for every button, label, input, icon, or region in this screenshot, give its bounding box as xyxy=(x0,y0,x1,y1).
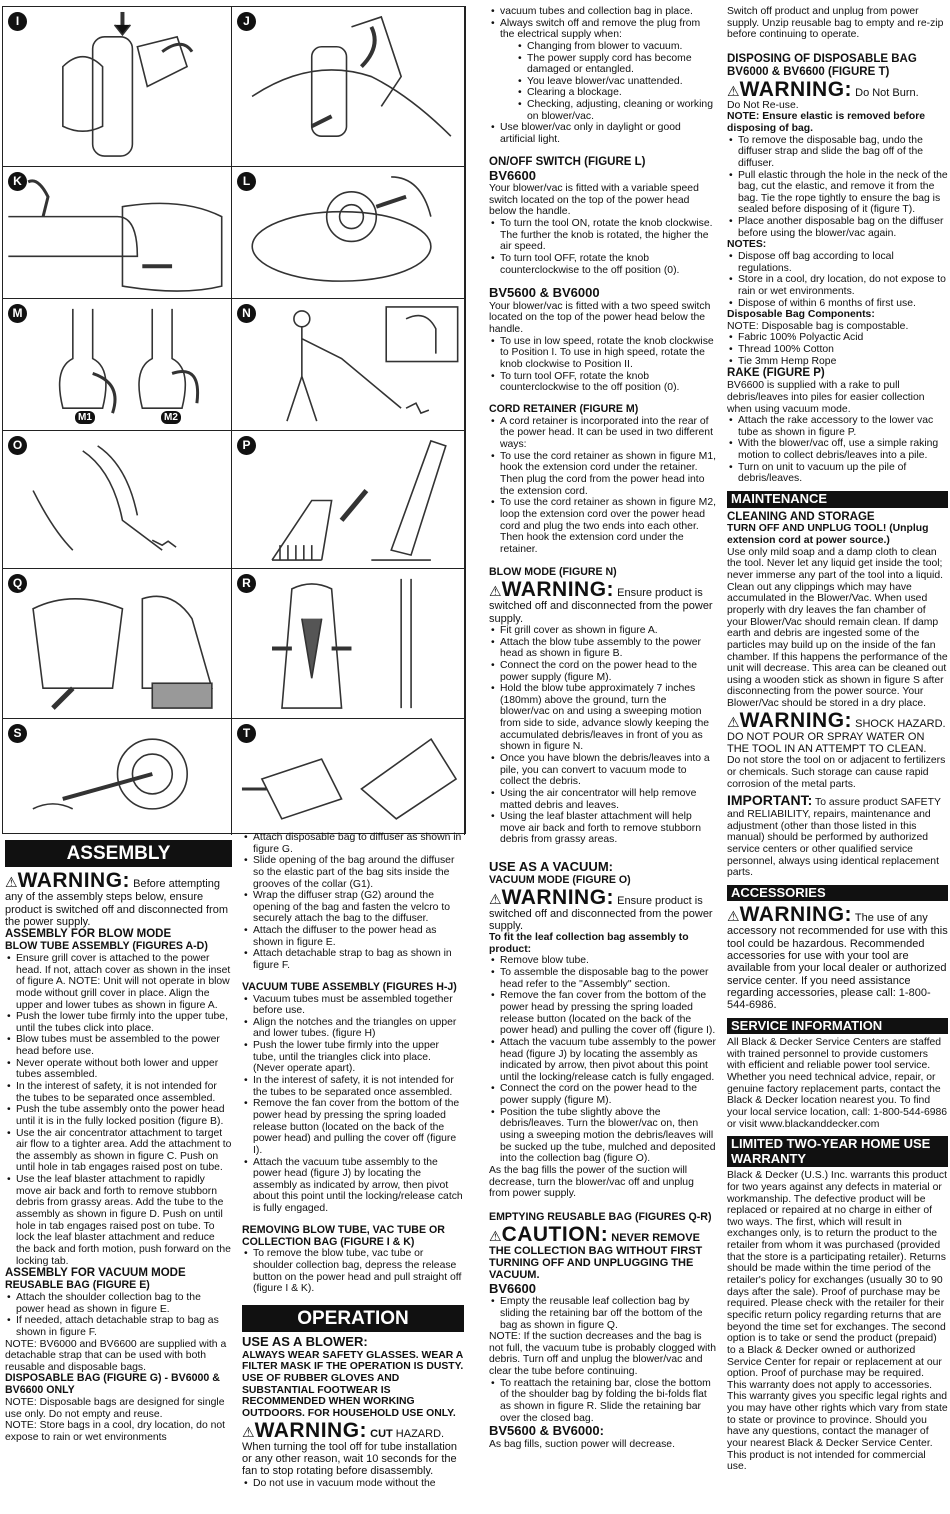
list-item: • Thread 100% Cotton xyxy=(727,344,948,356)
warning-lead: SHOCK xyxy=(855,717,895,730)
warning-word: WARNING: xyxy=(739,903,853,927)
warning-text: Before attempting any of the assembly steps below, ensure product is switched off and disconnected from the power supply. xyxy=(5,878,228,928)
vacuum-mode-warning xyxy=(489,887,717,933)
caution-word: CAUTION: xyxy=(501,1222,609,1246)
warning-word: WARNING: xyxy=(254,1418,368,1442)
list-item: • Align the notches and the triangles on upper and lower tubes. (figure H) xyxy=(242,1017,464,1040)
maintenance-title: MAINTENANCE xyxy=(727,491,948,508)
dispose-note: NOTE: Ensure elastic is removed before disposing of bag. xyxy=(727,111,926,134)
figure-Q-illustration xyxy=(3,569,231,718)
switch-off-sublist xyxy=(489,41,717,122)
figure-R-label: R xyxy=(237,574,256,593)
warning-text: Ensure product is switched off and disconnected from the power supply. xyxy=(489,587,713,625)
notes-list xyxy=(727,251,948,309)
figure-R xyxy=(232,569,465,719)
warning-icon: ⚠ xyxy=(489,583,502,600)
list-item: • Fit grill cover as shown in figure A. xyxy=(489,625,717,637)
list-item: • Remove the fan cover from the bottom of the power head by pressing the spring loaded release button (located on the back of the power head) and pulling the cover off (figure I). xyxy=(489,990,717,1037)
list-item: • Hold the blow tube approximately 7 inches (180mm) above the ground, turn the blower/vac on and using a sweeping motion from side to side, advance slowly keeping the accumulated debris/leaves in front of you as shown in figure N. xyxy=(489,683,717,753)
warning-icon: ⚠ xyxy=(5,874,18,891)
figure-grid xyxy=(2,6,466,834)
list-item: • To remove the disposable bag, undo the diffuser strap and slide the bag off of the diffuser. xyxy=(727,135,948,170)
warranty-text: Black & Decker (U.S.) Inc. warrants this product for two years against any defects in material or workmanship. The defective product will be replaced or repaired at no charge in either of two ways. The first, which will result in exchanges only, is to return the product to the retailer from whom it was purchased (provided that the store is a participating retailer). Returns should be made within the time period of the retailer's policy for exchanges (usually 30 to 90 days after the sale). Proof of purchase may be required. Please check with the retailer for their specific return policy regarding returns that are beyond the time set for exchanges. The second option is to take or send the product (prepaid) to a Black & Decker owned or authorized Service Center for repair or replacement at our option. Proof of purchase may be required. xyxy=(727,1170,948,1380)
warning-text: The use of any accessory not recommended for use with this tool could be hazardous. Recommended accessories for use with your tool are available from your local dealer or authorized service center. If you need assistance regarding accessories, please call: 1-800-544-6986. xyxy=(727,912,948,1012)
list-item: • Place another disposable bag on the diffuser before using the blower/vac again. xyxy=(727,216,948,239)
emptying-heading: EMPTYING REUSABLE BAG (FIGURES Q-R) xyxy=(489,1210,712,1223)
removing-heading: REMOVING BLOW TUBE, VAC TUBE OR COLLECTION BAG (FIGURE I & K) xyxy=(242,1223,445,1248)
figure-J xyxy=(232,7,465,167)
components-heading: Disposable Bag Components: xyxy=(727,309,875,321)
list-item: • Do not use in vacuum mode without the xyxy=(242,1478,464,1490)
list-item: • vacuum tubes and collection bag in place. xyxy=(489,6,717,18)
list-item: • The power supply cord has become damaged or entangled. xyxy=(489,53,717,76)
list-item: • In the interest of safety, it is not intended for the tubes to be separated once assembled. xyxy=(242,1075,464,1098)
figure-P-label: P xyxy=(237,436,256,455)
use-blower-caps: ALWAYS WEAR SAFETY GLASSES. WEAR A FILTER MASK IF THE OPERATION IS DUSTY. USE OF RUBBER GLOVES AND SUBSTANTIAL FOOTWEAR IS RECOMMENDED WHEN WORKING OUTDOORS. FOR HOUSEHOLD USE ONLY. xyxy=(242,1349,464,1420)
blow-tube-heading: BLOW TUBE ASSEMBLY (FIGURES A-D) xyxy=(5,940,208,953)
list-item: • Blow tubes must be assembled to the power head before use. xyxy=(5,1034,232,1057)
list-item: • Remove the fan cover from the bottom of the power head by pressing the spring loaded release button (located on the back of the power head) and pulling the cover off (figure I). xyxy=(242,1098,464,1156)
list-item: • Remove blow tube. xyxy=(489,955,717,967)
list-item: • To reattach the retaining bar, close the bottom of the shoulder bag by folding the bi-folds flat as shown in figure R. Slide the retaining bar over the closed bag. xyxy=(489,1378,717,1425)
switch-off-list xyxy=(489,6,717,41)
vacuum-mode-heading: ASSEMBLY FOR VACUUM MODE xyxy=(5,1267,186,1280)
accessories-warning xyxy=(727,904,948,1011)
list-item: • Attach the blow tube assembly to the power head as shown in figure B. xyxy=(489,637,717,660)
important-word: IMPORTANT: xyxy=(727,792,813,809)
bv6600-list xyxy=(489,218,717,276)
figure-P xyxy=(232,431,465,569)
vacuum-mode-heading: VACUUM MODE (FIGURE O) xyxy=(489,873,631,886)
list-item: • To turn the tool ON, rotate the knob clockwise. The further the knob is rotated, the higher the air speed. xyxy=(489,218,717,253)
dispose-text: Do Not Re-use. xyxy=(727,99,799,111)
cord-retainer-list xyxy=(489,416,717,556)
disposable-heading: DISPOSABLE BAG (FIGURE G) - BV6000 & BV6600 ONLY xyxy=(5,1372,220,1397)
figure-M1-label: M1 xyxy=(75,411,95,424)
onoff-heading: ON/OFF SWITCH (FIGURE L) xyxy=(489,155,646,168)
warning-icon: ⚠ xyxy=(727,82,740,99)
emptying-note: NOTE: If the suction decreases and the bag is not full, the vacuum tube is probably clogged with debris. Turn off and unplug the blower/vac and clear the tube before continuing. xyxy=(489,1331,716,1378)
bv5600-empty-text: As bag fills, suction power will decrease. xyxy=(489,1438,675,1450)
rake-text: BV6600 is supplied with a rake to pull debris/leaves into piles for easier collection when using vacuum mode. xyxy=(727,380,925,415)
caution-warning xyxy=(489,1224,717,1282)
list-item: • A cord retainer is incorporated into the rear of the power head. It can be used in two different ways: xyxy=(489,416,717,451)
warning-icon: ⚠ xyxy=(727,908,740,925)
operation-title: OPERATION xyxy=(242,1305,464,1332)
caution-text: NEVER REMOVE THE COLLECTION BAG WITHOUT FIRST TURNING OFF AND UNPLUGGING THE VACUUM. xyxy=(489,1231,703,1282)
figure-M-label: M xyxy=(8,304,27,323)
assembly-column xyxy=(5,836,232,1444)
figure-S-label: S xyxy=(8,724,27,743)
figure-K xyxy=(3,167,232,299)
warning-word: WARNING: xyxy=(501,885,615,909)
figure-T-label: T xyxy=(237,724,256,743)
disposable-note-1: NOTE: Disposable bags are designed for single use only. Do not empty and reuse. xyxy=(5,1397,225,1420)
list-item: • Tie 3mm Hemp Rope xyxy=(727,356,948,368)
bv6600-empty-heading: BV6600 xyxy=(489,1280,536,1296)
list-item: • Once you have blown the debris/leaves into a pile, you can convert to vacuum mode to collect the debris. xyxy=(489,753,717,788)
list-item: • In the interest of safety, it is not intended for the tubes to be separated once assembled. xyxy=(5,1081,232,1104)
list-item: • Connect the cord on the power head to the power supply (figure M). xyxy=(489,660,717,683)
list-item: • Ensure grill cover is attached to the power head. If not, attach cover as shown in the inset of figure A. NOTE: Unit will not operate in blow mode without grill cover in place. Align the upper and lower tubes as shown in figure A. xyxy=(5,953,232,1011)
disposing-heading: DISPOSING OF DISPOSABLE BAG BV6000 & BV6600 (FIGURE T) xyxy=(727,52,917,78)
figure-Q xyxy=(3,569,232,719)
figure-I-illustration xyxy=(3,7,231,166)
figure-N-illustration xyxy=(232,299,464,430)
list-item: • Dispose of within 6 months of first use. xyxy=(727,298,948,310)
figure-I-label: I xyxy=(8,12,27,31)
cord-retainer-heading: CORD RETAINER (FIGURE M) xyxy=(489,402,639,415)
components-note: NOTE: Disposable bag is compostable. xyxy=(727,320,909,332)
figure-O-label: O xyxy=(8,436,27,455)
figure-J-illustration xyxy=(232,7,464,166)
list-item: • To turn tool OFF, rotate the knob counterclockwise to the off position (0). xyxy=(489,371,717,394)
figure-P-illustration xyxy=(232,431,464,568)
list-item: • Attach the vacuum tube assembly to the power head (figure J) by locating the assembly as indicated by arrow, then pivot about this point until the locking/release catch is fully engaged. xyxy=(489,1037,717,1084)
list-item: • With the blower/vac off, use a simple raking motion to collect debris/leaves into a pile. xyxy=(727,438,948,461)
removing-list xyxy=(242,1248,464,1295)
store-text: Do not store the tool on or adjacent to fertilizers or chemicals. Such storage can cause rapid corrosion of the metal parts. xyxy=(727,755,946,790)
list-item: • Clearing a blockage. xyxy=(489,87,717,99)
blow-tube-list xyxy=(5,953,232,1267)
list-item: • To assemble the disposable bag to the power head refer to the "Assembly" section. xyxy=(489,967,717,990)
list-item: • Push the lower tube firmly into the upper tube, until the tubes click into place. xyxy=(5,1011,232,1034)
figure-L-label: L xyxy=(237,172,256,191)
list-item: • To use the cord retainer as shown in figure M2, loop the extension cord over the power head cord and plug the two ends into each other. Then hook the extension cord under the retainer. xyxy=(489,497,717,555)
dispose-list xyxy=(727,135,948,240)
figure-T-illustration xyxy=(232,719,464,835)
figure-K-label: K xyxy=(8,172,27,191)
list-item: • Empty the reusable leaf collection bag by sliding the retaining bar off the bottom of the bag as shown in figure Q. xyxy=(489,1296,717,1331)
figure-R-illustration xyxy=(232,569,464,718)
figure-N xyxy=(232,299,465,431)
warning-icon: ⚠ xyxy=(242,1423,255,1440)
list-item: • Using the leaf blaster attachment will help move air back and forth to remove stubborn debris from grassy areas. xyxy=(489,811,717,846)
list-item: • Attach disposable bag to diffuser as shown in figure G. xyxy=(242,832,464,855)
blow-mode-warning xyxy=(489,579,717,625)
important-paragraph xyxy=(727,793,948,879)
figure-N-label: N xyxy=(237,304,256,323)
vacuum-list xyxy=(489,955,717,1165)
warning-word: WARNING: xyxy=(501,578,615,602)
rake-list xyxy=(727,415,948,485)
list-item: • Attach detachable strap to bag as shown in figure F. xyxy=(242,948,464,971)
list-item: • To use in low speed, rotate the knob clockwise to Position I. To use in high speed, rotate the knob clockwise to Position II. xyxy=(489,336,717,371)
vacuum-paragraph: As the bag fills the power of the suction will decrease, turn the blower/vac off and unplug from power supply. xyxy=(489,1164,694,1200)
cut-warning xyxy=(242,1420,464,1478)
warning-text: HAZARD. DO NOT POUR OR SPRAY WATER ON THE TOOL IN AN ATTEMPT TO CLEAN. xyxy=(727,717,946,756)
warning-word: WARNING: xyxy=(17,869,131,893)
list-item: • You leave blower/vac unattended. xyxy=(489,76,717,88)
list-item: • To use the cord retainer as shown in figure M1, hook the extension cord under the retainer. Then plug the cord from the power head into the extension cord. xyxy=(489,451,717,498)
list-item: • Position the tube slightly above the debris/leaves. Turn the blower/vac on, then using a sweeping motion the debris/leaves will be sucked up the tube, mulched and deposited into the collection bag (figure O). xyxy=(489,1107,717,1165)
list-item: • Use blower/vac only in daylight or good artificial light. xyxy=(489,122,717,145)
figure-L-illustration xyxy=(232,167,464,298)
list-item: • Push the lower tube firmly into the upper tube, until the triangles click into place. (Never operate apart). xyxy=(242,1040,464,1075)
list-item: • Vacuum tubes must be assembled together before use. xyxy=(242,994,464,1017)
list-item: • Attach the shoulder collection bag to the power head as shown in figure E. xyxy=(5,1292,232,1315)
vac-tube-heading: VACUUM TUBE ASSEMBLY (FIGURES H-J) xyxy=(242,980,457,993)
blow-mode-heading: BLOW MODE (FIGURE N) xyxy=(489,566,617,579)
figure-I xyxy=(3,7,232,167)
list-item: • Attach the rake accessory to the lower vac tube as shown in figure P. xyxy=(727,415,948,438)
warning-icon: ⚠ xyxy=(727,713,740,730)
list-item: • Changing from blower to vacuum. xyxy=(489,41,717,53)
operation-column xyxy=(242,832,464,1489)
blow-mode-heading: ASSEMBLY FOR BLOW MODE xyxy=(5,928,172,941)
dispose-warning xyxy=(727,79,948,100)
warranty-text-2: This warranty does not apply to accessories. This warranty gives you specific legal rights and you may have other rights which vary from state to state or province to province. Should you have any questions, contact the manager of your nearest Black & Decker Service Center. This product is not intended for commercial use. xyxy=(727,1379,948,1473)
assembly-warning xyxy=(5,870,232,928)
bv6600-heading: BV6600 xyxy=(489,167,536,183)
disposable-note-2: NOTE: Store bags in a cool, dry location, do not expose to rain or wet environments xyxy=(5,1420,226,1444)
service-text: All Black & Decker Service Centers are staffed with trained personnel to provide customers with efficient and reliable power tool service. Whether you need technical advice, repair, or genuine factory replacement parts, contact the Black & Decker location nearest you. To find your local service location, call: 1-800-544-6986 or visit www.blackanddecker.com xyxy=(727,1037,948,1130)
list-item: • Connect the cord on the power head to the power supply (figure M). xyxy=(489,1083,717,1106)
blow-mode-list xyxy=(489,625,717,846)
figure-M xyxy=(3,299,232,431)
figure-J-label: J xyxy=(237,12,256,31)
bv5600-list xyxy=(489,336,717,394)
warning-word: WARNING: xyxy=(739,708,853,732)
list-item: • Push the tube assembly onto the power head until it is in the fully locked position (figure B). xyxy=(5,1104,232,1127)
use-blower-heading: USE AS A BLOWER: xyxy=(242,1334,368,1350)
warning-lead: CUT xyxy=(370,1427,393,1440)
list-item: • Use the air concentrator attachment to target air flow to a tighter area. Add the attachment to the assembly as shown in figure C. Push on until hole in tab engages raised post on tube. xyxy=(5,1128,232,1175)
emptying-list xyxy=(489,1296,717,1331)
list-item: • Pull elastic through the hole in the neck of the bag, cut the elastic, and remove it from the bag. Tie the rope tightly to ensure the bag is sealed before disposing of it (figure T). xyxy=(727,170,948,217)
list-item: • Fabric 100% Polyactic Acid xyxy=(727,332,948,344)
service-title: SERVICE INFORMATION xyxy=(727,1018,948,1035)
list-item: • Using the air concentrator will help remove matted debris and leaves. xyxy=(489,788,717,811)
top-text: Switch off product and unplug from power supply. Unzip reusable bag to empty and re-zip before continuing to operate. xyxy=(727,6,944,41)
list-item: • Checking, adjusting, cleaning or working on blower/vac. xyxy=(489,99,717,122)
components-list xyxy=(727,332,948,367)
warning-text: Do Not Burn. xyxy=(855,86,919,99)
daylight-list xyxy=(489,122,717,145)
list-item: • Never operate without both lower and upper tubes assembled. xyxy=(5,1058,232,1081)
figure-Q-label: Q xyxy=(8,574,27,593)
operation-continued-column xyxy=(489,6,717,1450)
list-item: • Attach the vacuum tube assembly to the power head (figure J) by locating the assembly as indicated by arrow, then pivot about this point until the locking/release catch is fully engaged. xyxy=(242,1157,464,1215)
caution-icon: ⚠ xyxy=(489,1227,502,1244)
fit-bag-heading: To fit the leaf collection bag assembly to product: xyxy=(489,932,689,955)
bv5600-heading: BV5600 & BV6000 xyxy=(489,285,600,301)
list-item: • Always switch off and remove the plug from the electrical supply when: xyxy=(489,18,717,41)
bv5600-empty-heading: BV5600 & BV6000: xyxy=(489,1423,604,1439)
emptying-list-2 xyxy=(489,1378,717,1425)
figure-T xyxy=(232,719,465,835)
warning-text: HAZARD. When turning the tool off for tube installation or any other reason, wait 10 seconds for the fan to stop rotating before disassembly. xyxy=(242,1427,458,1478)
list-item: • Dispose off bag according to local regulations. xyxy=(727,251,948,274)
rake-heading: RAKE (FIGURE P) xyxy=(727,367,825,380)
maintenance-column xyxy=(727,6,948,1473)
cleaning-bold: TURN OFF AND UNPLUG TOOL! (Unplug extension cord at power source.) xyxy=(727,523,929,547)
list-item: • To turn tool OFF, rotate the knob counterclockwise to the off position (0). xyxy=(489,253,717,276)
bv5600-text: Your blower/vac is fitted with a two speed switch located on the top of the power head below the handle. xyxy=(489,300,711,336)
use-vacuum-heading: USE AS A VACUUM: xyxy=(489,859,613,875)
list-item: • If needed, attach detachable strap to bag as shown in figure F. xyxy=(5,1315,232,1338)
notes-heading: NOTES: xyxy=(727,239,767,251)
figure-K-illustration xyxy=(3,167,231,298)
list-item: • To remove the blow tube, vac tube or shoulder collection bag, depress the release button on the power head and pull straight off (figure I & K). xyxy=(242,1248,464,1295)
accessories-title: ACCESSORIES xyxy=(727,885,948,902)
figure-M-illustration xyxy=(3,299,231,430)
list-item: • Store in a cool, dry location, do not expose to rain or wet environments. xyxy=(727,274,948,297)
warning-text: Ensure product is switched off and disconnected from the power supply. xyxy=(489,894,713,932)
disposable-list xyxy=(242,832,464,972)
reusable-bag-list xyxy=(5,1292,232,1339)
warning-word: WARNING: xyxy=(739,77,853,101)
warning-icon: ⚠ xyxy=(489,890,502,907)
figure-M2-label: M2 xyxy=(161,411,181,424)
list-item: • Use the leaf blaster attachment to rapidly move air back and forth to remove stubborn debris from grassy areas. Add the tube to the assembly as shown in figure D. Push on until hole in tab engages raised post on tube. To lock the leaf blaster attachment and reduce the back and forth motion, push forward on the locking tab. xyxy=(5,1174,232,1267)
bv6600-text: Your blower/vac is fitted with a variable speed switch located on the top of the power head below the handle. xyxy=(489,183,699,218)
list-item: • Turn on unit to vacuum up the pile of debris/leaves. xyxy=(727,462,948,485)
figure-S-illustration xyxy=(3,719,231,835)
figure-L xyxy=(232,167,465,299)
cleaning-text: Use only mild soap and a damp cloth to clean the tool. Never let any liquid get inside the tool; never immerse any part of the tool into a liquid. Clean out any clippings which may have accumulated in the Blower/Vac. When used properly with dry leaves the fan chamber of your Blower/Vac should remain clean. If damp earth and debris are ingested some of the particles may build up on the inside of the fan chamber. If this happens the performance of the unit will decrease. This area can be cleaned out using a wooden stick as shown in figure S after disconnecting from the power source. Your Blower/Vac should be stored in a dry place. xyxy=(727,546,948,710)
blower-list xyxy=(242,1478,464,1490)
cleaning-heading: CLEANING AND STORAGE xyxy=(727,510,875,523)
warranty-title: LIMITED TWO-YEAR HOME USE WARRANTY xyxy=(727,1136,948,1167)
vac-tube-list xyxy=(242,994,464,1215)
reusable-bag-heading: REUSABLE BAG (FIGURE E) xyxy=(5,1279,150,1292)
figure-O xyxy=(3,431,232,569)
list-item: • Slide opening of the bag around the diffuser so the elastic part of the bag sits inside the grooves of the collar (G1). xyxy=(242,855,464,890)
shock-warning xyxy=(727,710,948,756)
list-item: • Wrap the diffuser strap (G2) around the opening of the bag and fasten the velcro to securely attach the bag to the diffuser. xyxy=(242,890,464,925)
list-item: • Attach the diffuser to the power head as shown in figure E. xyxy=(242,925,464,948)
important-text: To assure product SAFETY and RELIABILITY, repairs, maintenance and adjustment (other than those listed in this manual) should be performed by authorized service centers or other qualified service personnel, always using identical replacement parts. xyxy=(727,797,941,879)
reusable-note: NOTE: BV6000 and BV6600 are supplied with a detachable strap that can be used with both reusable and disposable bags. xyxy=(5,1338,227,1373)
figure-S xyxy=(3,719,232,835)
assembly-title: ASSEMBLY xyxy=(5,840,232,867)
figure-O-illustration xyxy=(3,431,231,568)
